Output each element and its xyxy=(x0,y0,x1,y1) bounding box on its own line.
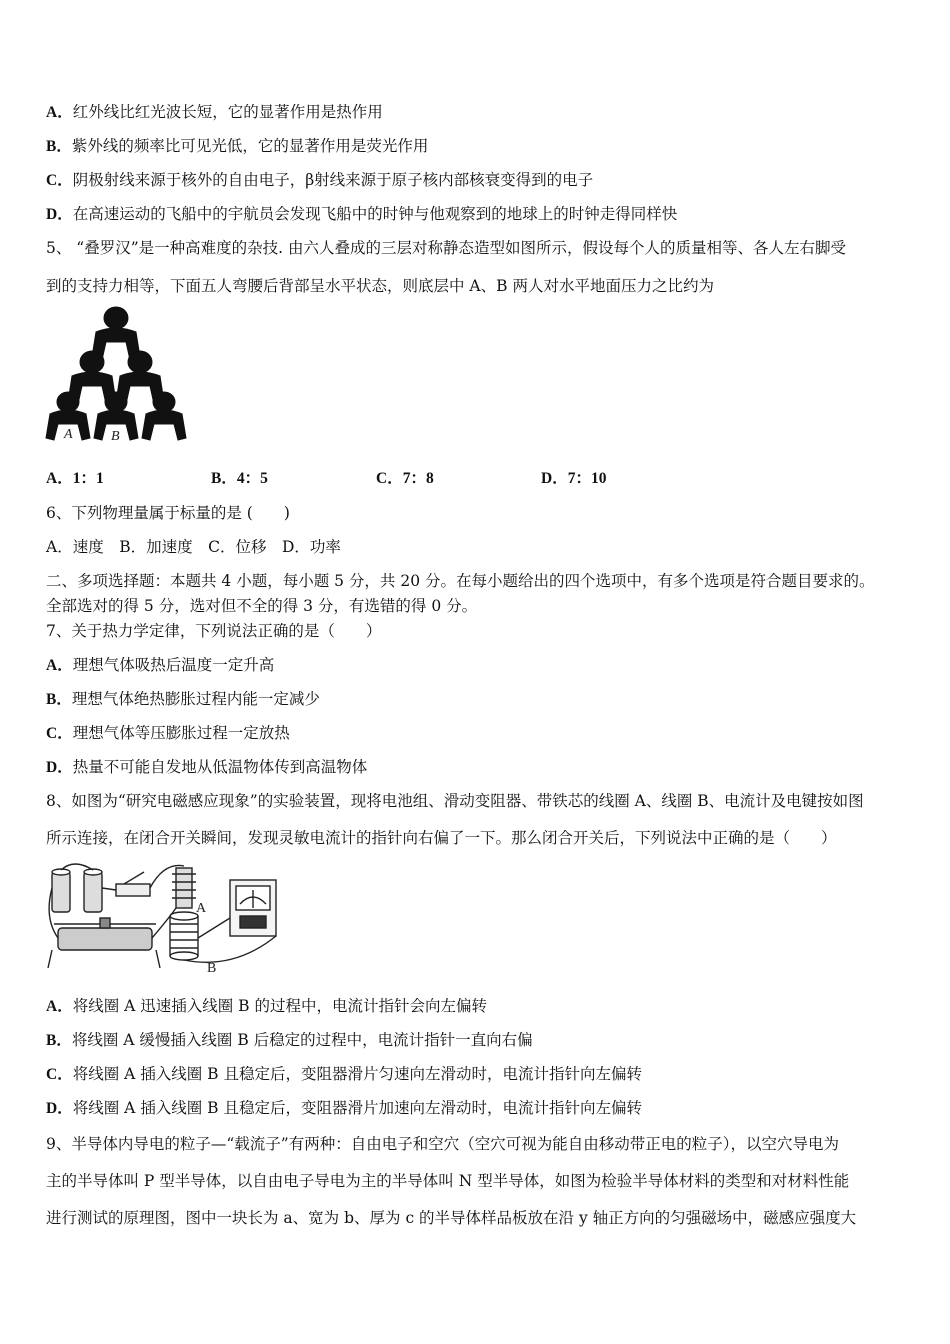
q5-option-a: A．1：1 xyxy=(46,470,104,487)
section2-line1: 二、多项选择题：本题共 4 小题，每小题 5 分，共 20 分。在每小题给出的四个选项中，有多个选项是符合题目要求的。 xyxy=(46,572,875,590)
q8-option-d: D．将线圈 A 插入线圈 B 且稳定后，变阻器滑片加速向左滑动时，电流计指针向左偏转 xyxy=(46,1099,642,1117)
label-coil-b: B xyxy=(207,961,217,976)
q5-option-d: D．7：10 xyxy=(541,470,607,487)
label-coil-a: A xyxy=(196,901,207,916)
human-pyramid-figure xyxy=(44,302,189,444)
q9-stem-line1: 9、半导体内导电的粒子—“载流子”有两种：自由电子和空穴（空穴可视为能自由移动带正电的粒子），以空穴导电为 xyxy=(46,1135,839,1153)
q5-option-b: B．4：5 xyxy=(211,470,268,487)
label-person-a: A xyxy=(64,427,73,442)
q5-stem-line1: 5、 “叠罗汉”是一种高难度的杂技. 由六人叠成的三层对称静态造型如图所示，假设每个人的质量相等、各人左右脚受 xyxy=(46,239,846,257)
q4-option-b: B．紫外线的频率比可见光低，它的显著作用是荧光作用 xyxy=(46,137,429,155)
q5-option-c: C．7：8 xyxy=(376,470,434,487)
q8-option-a: A．将线圈 A 迅速插入线圈 B 的过程中，电流计指针会向左偏转 xyxy=(46,997,487,1015)
induction-apparatus-figure xyxy=(44,858,284,976)
q4-option-a: A．红外线比红光波长短，它的显著作用是热作用 xyxy=(46,103,383,121)
q6-options: A．速度 B．加速度 C．位移 D．功率 xyxy=(46,538,341,556)
q5-stem-line2: 到的支持力相等，下面五人弯腰后背部呈水平状态，则底层中 A、B 两人对水平地面压力之比约为 xyxy=(46,277,714,295)
q5-options xyxy=(46,468,706,489)
q7-option-c: C．理想气体等压膨胀过程一定放热 xyxy=(46,724,290,742)
q7-stem: 7、关于热力学定律，下列说法正确的是（ ） xyxy=(46,622,382,640)
q8-stem-line2: 所示连接，在闭合开关瞬间，发现灵敏电流计的指针向右偏了一下。那么闭合开关后，下列说法中正确的是（ ） xyxy=(46,829,837,847)
q9-stem-line2: 主的半导体叫 P 型半导体，以自由电子导电为主的半导体叫 N 型半导体，如图为检验半导体材料的类型和对材料性能 xyxy=(46,1172,850,1190)
q4-option-d: D．在高速运动的飞船中的宇航员会发现飞船中的时钟与他观察到的地球上的时钟走得同样快 xyxy=(46,205,678,223)
q4-option-c: C．阴极射线来源于核外的自由电子，β射线来源于原子核内部核衰变得到的电子 xyxy=(46,171,594,189)
section2-line2: 全部选对的得 5 分，选对但不全的得 3 分，有选错的得 0 分。 xyxy=(46,597,478,615)
q7-option-d: D．热量不可能自发地从低温物体传到高温物体 xyxy=(46,758,368,776)
q7-option-b: B．理想气体绝热膨胀过程内能一定减少 xyxy=(46,690,320,708)
q8-option-c: C．将线圈 A 插入线圈 B 且稳定后，变阻器滑片匀速向左滑动时，电流计指针向左偏转 xyxy=(46,1065,642,1083)
label-person-b: B xyxy=(111,429,120,444)
q9-stem-line3: 进行测试的原理图，图中一块长为 a、宽为 b、厚为 c 的半导体样品板放在沿 y 轴正方向的匀强磁场中，磁感应强度大 xyxy=(46,1209,857,1227)
q8-option-b: B．将线圈 A 缓慢插入线圈 B 后稳定的过程中，电流计指针一直向右偏 xyxy=(46,1031,533,1049)
q8-stem-line1: 8、如图为“研究电磁感应现象”的实验装置，现将电池组、滑动变阻器、带铁芯的线圈 A、线圈 B、电流计及电键按如图 xyxy=(46,792,864,810)
q6-stem: 6、下列物理量属于标量的是 ( ) xyxy=(46,504,290,522)
q7-option-a: A．理想气体吸热后温度一定升高 xyxy=(46,656,275,674)
